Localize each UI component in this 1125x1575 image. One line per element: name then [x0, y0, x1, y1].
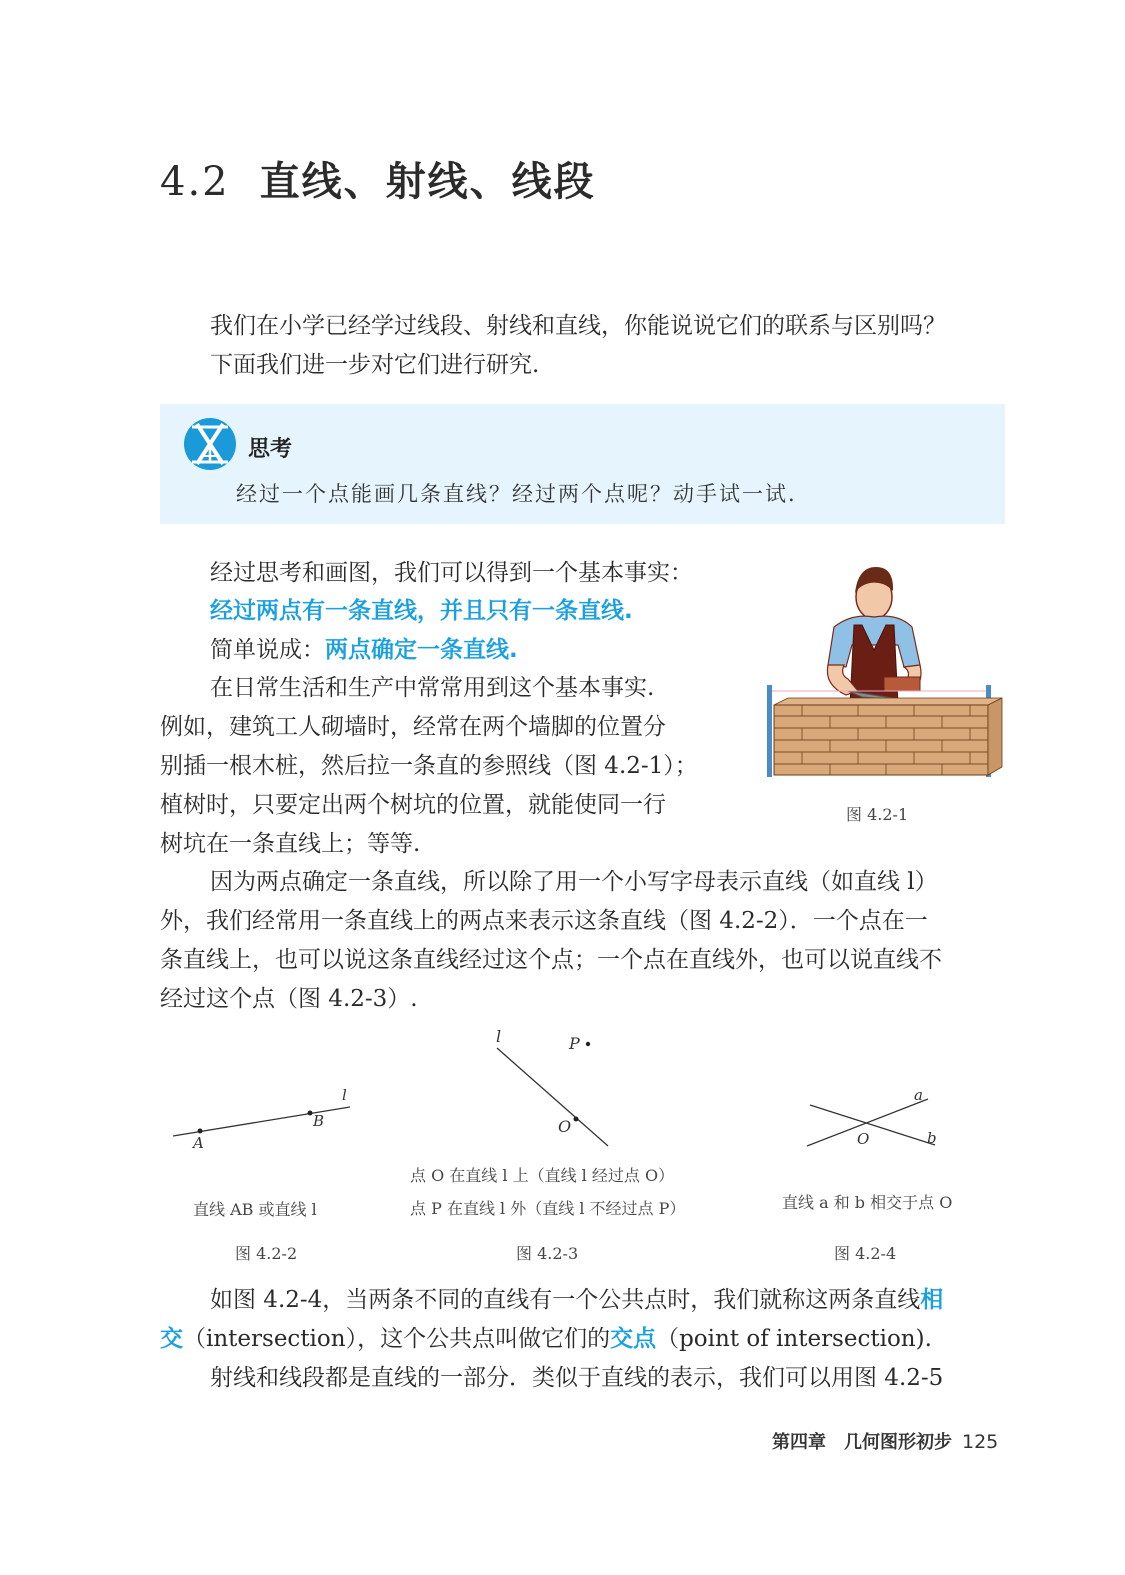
intersection-line-3: 射线和线段都是直线的一部分．类似于直线的表示，我们可以用图 4.2-5	[210, 1365, 944, 1391]
intersection-line-2	[160, 1320, 932, 1359]
point-b-label: B	[313, 1112, 325, 1130]
term-intersect-part1: 相	[920, 1287, 944, 1313]
intro-line-2: 下面我们进一步对它们进行研究.	[210, 352, 540, 378]
section-number: 4.2	[160, 159, 230, 205]
page-footer	[772, 1428, 998, 1454]
figure-3-diagram	[480, 1022, 630, 1152]
figure-3-label: 图 4.2-3	[516, 1244, 579, 1263]
daily-line-2: 例如，建筑工人砌墙时，经常在两个墙脚的位置分	[160, 714, 666, 740]
svg-text:b: b	[927, 1129, 937, 1147]
svg-text:O: O	[558, 1117, 572, 1136]
notation-line-1: 因为两点确定一条直线，所以除了用一个小写字母表示直线（如直线 l）	[210, 869, 938, 895]
fact-short	[210, 631, 518, 670]
svg-text:P: P	[569, 1034, 580, 1053]
daily-line-5: 树坑在一条直线上；等等.	[160, 831, 421, 857]
intersection-line-1	[210, 1281, 943, 1320]
section-title-text: 直线、射线、线段	[259, 158, 596, 205]
notation-line-3: 条直线上，也可以说这条直线经过这个点；一个点在直线外，也可以说直线不	[160, 947, 942, 973]
think-label: 思考	[248, 437, 293, 462]
daily-line-1: 在日常生活和生产中常常用到这个基本事实.	[210, 675, 655, 701]
intersection-text-1: 如图 4.2-4，当两条不同的直线有一个公共点时，我们就称这两条直线	[210, 1287, 921, 1313]
figure-2-diagram	[160, 1080, 360, 1150]
page-number: 125	[962, 1431, 999, 1453]
section-title	[160, 150, 596, 207]
svg-text:a: a	[914, 1086, 923, 1104]
daily-line-3: 别插一根木桩，然后拉一条直的参照线（图 4.2-1）；	[160, 753, 698, 779]
figure-3-caption-2: 点 P 在直线 l 外（直线 l 不经过点 P）	[410, 1199, 686, 1218]
intersection-text-2a: （intersection），这个公共点叫做它们的	[183, 1326, 611, 1352]
intro-line-1: 我们在小学已经学过线段、射线和直线，你能说说它们的联系与区别吗？	[210, 313, 946, 339]
figure-4-diagram	[800, 1085, 950, 1155]
footer-chapter-title: 几何图形初步	[844, 1432, 952, 1453]
figure-3-caption-1: 点 O 在直线 l 上（直线 l 经过点 O）	[410, 1166, 675, 1185]
line-l-label: l	[342, 1086, 347, 1104]
intersection-text-2b: （point of intersection).	[656, 1326, 932, 1352]
daily-line-4: 植树时，只要定出两个树坑的位置，就能使同一行	[160, 792, 666, 818]
fact-short-prefix: 简单说成：	[210, 637, 325, 663]
think-box	[160, 404, 1005, 524]
figure-2-caption: 直线 AB 或直线 l	[193, 1200, 317, 1219]
fact-statement: 经过两点有一条直线，并且只有一条直线.	[210, 598, 633, 624]
figure-1-label: 图 4.2-1	[846, 805, 909, 824]
think-icon	[184, 418, 236, 470]
figure-4-label: 图 4.2-4	[834, 1244, 897, 1263]
svg-text:O: O	[857, 1130, 870, 1148]
figure-4-caption: 直线 a 和 b 相交于点 O	[782, 1193, 953, 1212]
footer-chapter: 第四章	[772, 1432, 826, 1453]
point-a-label: A	[193, 1134, 204, 1150]
term-intersection-point: 交点	[610, 1326, 657, 1352]
fact-short-statement: 两点确定一条直线.	[325, 637, 518, 663]
figure-2-label: 图 4.2-2	[235, 1244, 298, 1263]
term-intersect-part2: 交	[160, 1326, 183, 1352]
fact-lead: 经过思考和画图，我们可以得到一个基本事实：	[210, 560, 693, 586]
notation-line-4: 经过这个点（图 4.2-3）.	[160, 986, 418, 1012]
think-question: 经过一个点能画几条直线？经过两个点呢？动手试一试.	[236, 482, 797, 506]
svg-text:l: l	[496, 1027, 502, 1046]
notation-line-2: 外，我们经常用一条直线上的两点来表示这条直线（图 4.2-2）．一个点在一	[160, 908, 928, 934]
bricklayer-illustration	[762, 555, 1012, 785]
